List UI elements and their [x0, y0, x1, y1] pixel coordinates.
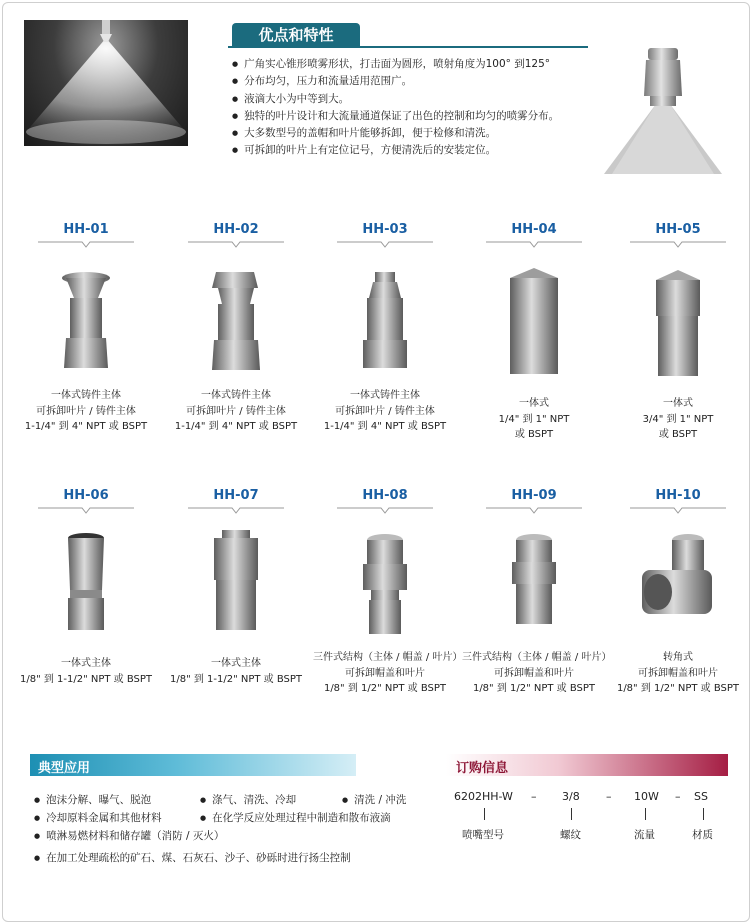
feature-item: ● 广角实心锥形喷雾形状，打击面为圆形，喷射角度为100° 到125°	[232, 56, 559, 73]
product-label-underline	[164, 506, 308, 514]
product-label-underline	[606, 506, 750, 514]
product-description-line: 一体式铸件主体	[51, 390, 121, 401]
features-title: 优点和特性	[232, 23, 360, 47]
order-code-flow: 10W	[634, 790, 659, 803]
product-description-line: 三件式结构（主体 / 帽盖 / 叶片）	[462, 652, 612, 663]
product-description-line: 可拆卸帽盖和叶片	[345, 667, 425, 679]
product-description-line: 1/8" 到 1/2" NPT 或 BSPT	[323, 683, 447, 694]
applications-title: 典型应用	[38, 761, 91, 776]
features-divider	[228, 46, 588, 48]
product-tile-hh-10	[606, 488, 750, 694]
product-description-line: 可拆卸帽盖和叶片	[494, 667, 574, 679]
product-description	[14, 388, 158, 435]
product-description-line: 可拆卸帽盖和叶片	[638, 667, 718, 679]
product-model-label: HH-01	[63, 222, 109, 237]
order-tick	[571, 808, 572, 820]
product-tile-hh-09	[462, 488, 612, 694]
feature-item: ● 液滴大小为中等到大。	[232, 91, 559, 108]
product-description-line: 1/8" 到 1/2" NPT 或 BSPT	[616, 683, 740, 694]
product-image	[345, 268, 425, 382]
product-model-label: HH-10	[655, 488, 701, 503]
product-description-line: 或 BSPT	[514, 429, 554, 440]
order-code-dash: –	[675, 790, 681, 803]
product-tile-hh-08	[313, 488, 463, 694]
product-model-label: HH-05	[655, 222, 701, 237]
product-description-line: 一体式	[519, 398, 549, 409]
features-list	[232, 56, 559, 160]
product-description-line: 可拆卸叶片 / 铸件主体	[335, 405, 435, 417]
product-description	[313, 388, 457, 435]
product-description-line: 可拆卸叶片 / 铸件主体	[36, 405, 136, 417]
product-description-line: 一体式主体	[61, 658, 111, 669]
application-item: ● 在化学反应处理过程中制造和散布液滴	[200, 810, 391, 825]
order-label-model: 喷嘴型号	[462, 829, 504, 841]
product-model-label: HH-09	[511, 488, 557, 503]
product-description-line: 1-1/4" 到 4" NPT 或 BSPT	[174, 421, 298, 432]
product-label-underline	[462, 506, 606, 514]
product-description	[606, 650, 750, 697]
product-model-label: HH-07	[213, 488, 259, 503]
application-item: ● 在加工处理疏松的矿石、煤、石灰石、沙子、砂砾时进行扬尘控制	[34, 850, 351, 865]
order-tick	[645, 808, 646, 820]
ordering-title: 订购信息	[456, 761, 509, 776]
product-description	[606, 396, 750, 443]
order-code-dash: –	[606, 790, 612, 803]
nozzle-spray-illustration	[604, 44, 722, 174]
application-item: ● 涤气、清洗、冷却	[200, 792, 296, 807]
product-tile-hh-01	[14, 222, 158, 432]
product-label-underline	[164, 240, 308, 248]
application-item: ● 泡沫分解、曝气、脱泡	[34, 792, 151, 807]
order-label-thread: 螺纹	[560, 829, 581, 841]
product-description-line: 或 BSPT	[658, 429, 698, 440]
product-tile-hh-02	[164, 222, 308, 432]
product-model-label: HH-03	[362, 222, 408, 237]
product-description-line: 可拆卸叶片 / 铸件主体	[186, 405, 286, 417]
feature-item: ● 分布均匀，压力和流量适用范围广。	[232, 73, 559, 90]
product-model-label: HH-04	[511, 222, 557, 237]
order-label-flow: 流量	[634, 829, 655, 841]
product-description-line: 1/8" 到 1-1/2" NPT 或 BSPT	[19, 673, 153, 685]
spray-photo	[24, 20, 188, 146]
product-description-line: 1-1/4" 到 4" NPT 或 BSPT	[323, 421, 447, 432]
order-tick	[484, 808, 485, 820]
product-description	[313, 650, 463, 697]
product-label-underline	[462, 240, 606, 248]
feature-item: ● 大多数型号的盖帽和叶片能够拆卸，便于检修和清洗。	[232, 125, 559, 142]
product-description-line: 1-1/4" 到 4" NPT 或 BSPT	[24, 421, 148, 432]
product-label-underline	[606, 240, 750, 248]
order-code-material: SS	[694, 790, 708, 803]
product-tile-hh-06	[14, 488, 158, 685]
product-description-line: 1/8" 到 1-1/2" NPT 或 BSPT	[169, 673, 303, 685]
product-tile-hh-04	[462, 222, 606, 440]
product-model-label: HH-06	[63, 488, 109, 503]
product-tile-hh-03	[313, 222, 457, 432]
product-image	[638, 530, 718, 644]
product-image	[46, 530, 126, 644]
product-image	[345, 530, 425, 644]
product-image	[494, 530, 574, 644]
feature-item: ● 独特的叶片设计和大流量通道保证了出色的控制和均匀的喷雾分布。	[232, 108, 559, 125]
product-image	[196, 530, 276, 644]
product-description-line: 一体式主体	[211, 658, 261, 669]
product-model-label: HH-02	[213, 222, 259, 237]
application-item: ● 清洗 / 冲洗	[342, 792, 406, 807]
product-description-line: 一体式铸件主体	[201, 390, 271, 401]
product-description	[462, 396, 606, 443]
product-image	[494, 268, 574, 382]
product-label-underline	[14, 506, 158, 514]
product-description-line: 3/4" 到 1" NPT	[642, 413, 714, 425]
product-label-underline	[14, 240, 158, 248]
application-item: ● 冷却原料金属和其他材料	[34, 810, 162, 825]
application-item: ● 喷淋易燃材料和储存罐（消防 / 灭火）	[34, 828, 224, 843]
product-description-line: 1/8" 到 1/2" NPT 或 BSPT	[472, 683, 596, 694]
order-code-dash: –	[531, 790, 537, 803]
feature-item: ● 可拆卸的叶片上有定位记号，方便清洗后的安装定位。	[232, 142, 559, 159]
product-description-line: 三件式结构（主体 / 帽盖 / 叶片）	[313, 652, 463, 663]
product-model-label: HH-08	[362, 488, 408, 503]
order-code-model: 6202HH-W	[454, 790, 513, 803]
order-tick	[703, 808, 704, 820]
product-label-underline	[313, 506, 457, 514]
product-image	[46, 268, 126, 382]
product-description	[164, 388, 308, 435]
product-tile-hh-05	[606, 222, 750, 440]
order-code-thread: 3/8	[562, 790, 580, 803]
product-description-line: 转角式	[663, 652, 693, 663]
product-image	[196, 268, 276, 382]
product-description-line: 1/4" 到 1" NPT	[498, 413, 570, 425]
product-image	[638, 268, 718, 382]
product-description-line: 一体式铸件主体	[350, 390, 420, 401]
product-description	[462, 650, 612, 697]
product-description	[164, 656, 308, 687]
order-label-material: 材质	[692, 829, 713, 841]
product-description	[14, 656, 158, 687]
product-description-line: 一体式	[663, 398, 693, 409]
product-label-underline	[313, 240, 457, 248]
product-tile-hh-07	[164, 488, 308, 685]
